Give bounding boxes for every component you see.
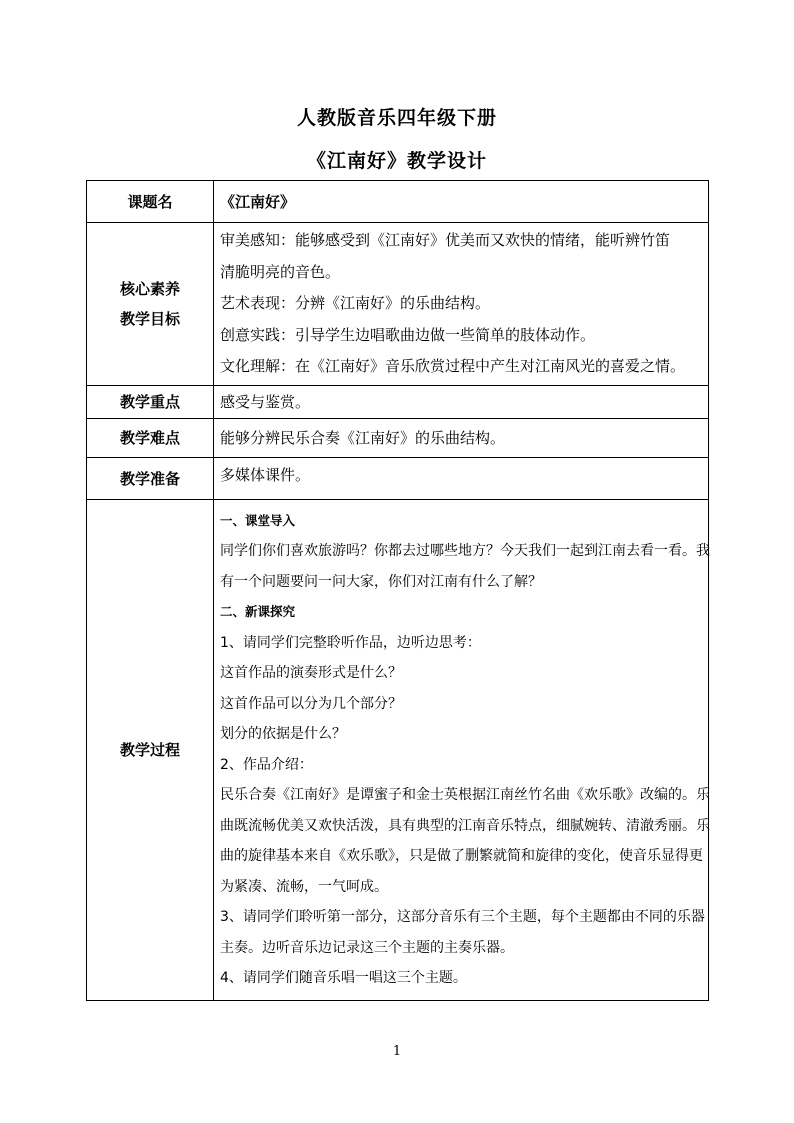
key-row	[87, 385, 709, 418]
topic-row	[87, 181, 709, 223]
process-line: 有一个问题要问一问大家，你们对江南有什么了解？	[220, 573, 542, 590]
goals-line: 文化理解：在《江南好》音乐欣赏过程中产生对江南风光的喜爱之情。	[220, 357, 686, 375]
process-row	[87, 499, 709, 1000]
goals-label-line-1: 核心素养	[119, 279, 180, 298]
goals-content	[214, 223, 709, 386]
goals-line: 审美感知：能够感受到《江南好》优美而又欢快的情绪，能听辨竹笛	[220, 231, 671, 249]
goals-label-line-2: 教学目标	[119, 309, 180, 328]
process-line: 曲的旋律基本来自《欢乐歌》，只是做了删繁就简和旋律的变化，使音乐显得更	[220, 848, 703, 864]
key-label: 教学重点	[87, 385, 214, 418]
process-line: 3、请同学们聆听第一部分，这部分音乐有三个主题，每个主题都由不同的乐器	[220, 909, 705, 925]
page-number: 1	[392, 1044, 402, 1059]
goals-line: 创意实践：引导学生边唱歌曲边做一些简单的肢体动作。	[220, 325, 596, 344]
process-line: 民乐合奏《江南好》是谭蜜子和金士英根据江南丝竹名曲《欢乐歌》改编的。乐	[220, 787, 710, 803]
process-label: 教学过程	[87, 499, 214, 1000]
goals-label	[87, 223, 214, 386]
process-section-heading: 一、课堂导入	[220, 512, 296, 528]
goals-line: 艺术表现：分辨《江南好》的乐曲结构。	[220, 294, 491, 312]
process-section-heading: 二、新课探究	[220, 604, 296, 619]
process-line: 这首作品可以分为几个部分？	[220, 695, 402, 712]
key-value: 感受与鉴赏。	[214, 385, 709, 418]
lesson-plan-table	[86, 180, 709, 1001]
process-line: 为紧凑、流畅，一气呵成。	[220, 878, 388, 895]
process-line: 4、请同学们随音乐唱一唱这三个主题。	[220, 970, 467, 986]
prep-row	[87, 457, 709, 499]
goals-line: 清脆明亮的音色。	[220, 262, 341, 281]
process-line: 同学们你们喜欢旅游吗？你都去过哪些地方？今天我们一起到江南去看一看。我	[220, 543, 710, 559]
process-line: 这首作品的演奏形式是什么？	[220, 665, 402, 681]
document-title: 人教版音乐四年级下册	[296, 107, 497, 129]
process-content	[214, 499, 709, 1000]
difficulty-value: 能够分辨民乐合奏《江南好》的乐曲结构。	[214, 418, 709, 457]
topic-label: 课题名	[87, 181, 214, 223]
prep-label: 教学准备	[87, 457, 214, 499]
prep-value: 多媒体课件。	[214, 457, 709, 499]
goals-row	[87, 223, 709, 386]
topic-value: 《江南好》	[214, 181, 709, 223]
process-line: 2、作品介绍：	[220, 756, 313, 773]
process-line: 曲既流畅优美又欢快活泼，具有典型的江南音乐特点，细腻婉转、清澈秀丽。乐	[220, 817, 710, 834]
process-line: 1、请同学们完整聆听作品，边听边思考：	[220, 634, 481, 651]
process-line: 划分的依据是什么？	[220, 726, 346, 742]
process-line: 主奏。边听音乐边记录这三个主题的主奏乐器。	[220, 939, 514, 956]
difficulty-row	[87, 418, 709, 457]
difficulty-label: 教学难点	[87, 418, 214, 457]
document-subtitle: 《江南好》教学设计	[306, 150, 487, 172]
